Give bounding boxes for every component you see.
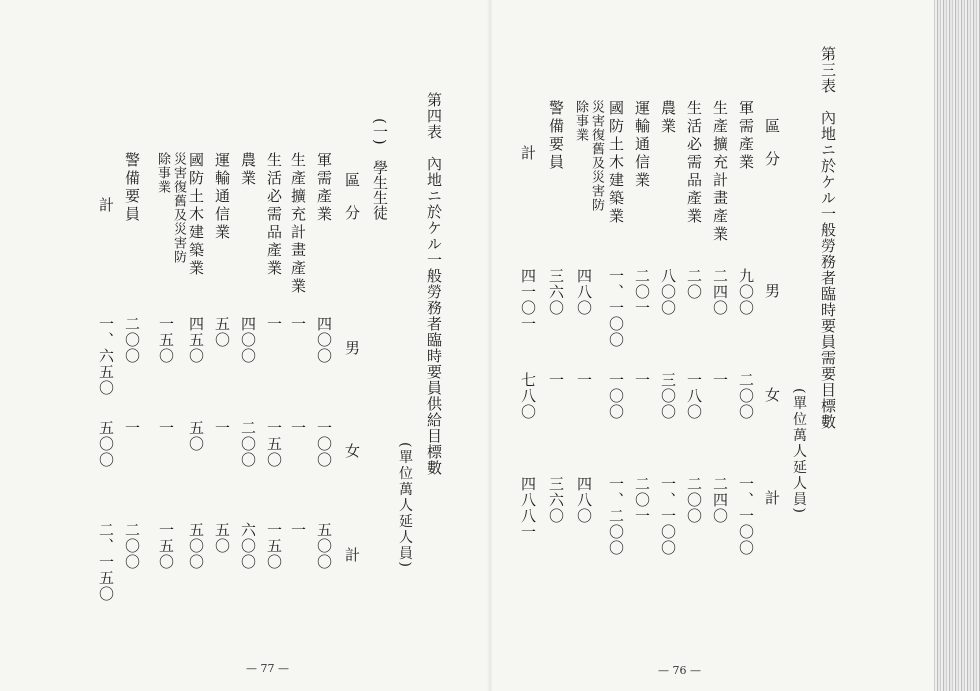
cell-total: 四八八一 — [519, 476, 537, 540]
cell-total: 二〇〇 — [685, 476, 703, 524]
row-label: 生活必需品產業 — [265, 152, 283, 278]
cell-female: 一〇〇 — [607, 372, 625, 420]
cell-male: 四一〇一 — [519, 268, 537, 332]
cell-total: 五〇〇 — [315, 522, 333, 570]
cell-male: 一 — [289, 316, 307, 332]
row-label: 農業 — [239, 152, 257, 188]
cell-female: 一 — [633, 372, 651, 388]
row-label: 計 — [519, 145, 537, 163]
cell-total: 一、一〇〇 — [659, 476, 677, 556]
row-label: 運輸通信業 — [213, 152, 231, 242]
cell-male: 五〇 — [213, 316, 231, 348]
cell-total: 二〇〇 — [123, 522, 141, 570]
right-page-number: — 76 — — [658, 664, 701, 677]
row-label: 農業 — [659, 100, 677, 136]
left-page-number: — 77 — — [246, 662, 289, 675]
cell-male: 一五〇 — [157, 316, 175, 364]
cell-total: 四八〇 — [575, 476, 593, 524]
cell-male: 九〇〇 — [737, 268, 755, 316]
table3-header-total: 計 — [763, 490, 781, 505]
table4-header-female: 女 — [343, 443, 361, 458]
row-label: 生活必需品產業 — [685, 100, 703, 226]
row-label: 軍需產業 — [315, 152, 333, 224]
right-page — [490, 0, 980, 691]
cell-male: 二〇〇 — [123, 316, 141, 364]
cell-total: 三六〇 — [547, 476, 565, 524]
cell-total: 一、一〇〇 — [737, 476, 755, 556]
cell-total: 一五〇 — [265, 522, 283, 570]
table4-header-total: 計 — [343, 547, 361, 562]
table3-header-female: 女 — [763, 387, 781, 402]
cell-female: 一 — [547, 372, 565, 388]
cell-female: 一 — [213, 420, 231, 436]
row-label: 國防土木建築業 — [187, 152, 205, 278]
row-label: 運輸通信業 — [633, 100, 651, 190]
cell-female: 二〇〇 — [737, 372, 755, 420]
table3-header-male: 男 — [763, 283, 781, 298]
cell-male: 四八〇 — [575, 268, 593, 316]
table3-unit: (單位萬人延人員) — [791, 388, 807, 515]
cell-total: 五〇〇 — [187, 522, 205, 570]
cell-male: 一、六五〇 — [97, 316, 115, 396]
row-label: 災害復舊及災害防除事業 — [573, 100, 604, 212]
cell-male: 三六〇 — [547, 268, 565, 316]
cell-female: 一〇〇 — [315, 420, 333, 468]
cell-female: 二〇〇 — [239, 420, 257, 468]
cell-female: 一 — [289, 420, 307, 436]
cell-male: 八〇〇 — [659, 268, 677, 316]
table4-header-male: 男 — [343, 340, 361, 355]
cell-female: 五〇〇 — [97, 420, 115, 468]
cell-male: 一 — [265, 316, 283, 332]
cell-male: 二〇一 — [633, 268, 651, 316]
row-label: 災害復舊及災害防除事業 — [155, 152, 186, 264]
cell-total: 一 — [289, 522, 307, 538]
cell-female: 一五〇 — [265, 420, 283, 468]
table4-unit: (單位萬人延人員) — [397, 442, 413, 569]
cell-female: 一 — [711, 372, 729, 388]
cell-male: 二四〇 — [711, 268, 729, 316]
cell-female: 一 — [157, 420, 175, 436]
cell-total: 五〇 — [213, 522, 231, 554]
row-label: 國防土木建築業 — [607, 100, 625, 226]
cell-total: 六〇〇 — [239, 522, 257, 570]
cell-female: 五〇 — [187, 420, 205, 452]
cell-male: 一、一〇〇 — [607, 268, 625, 348]
cell-female: 一 — [123, 420, 141, 436]
cell-total: 二〇一 — [633, 476, 651, 524]
cell-male: 四五〇 — [187, 316, 205, 364]
cell-total: 一五〇 — [157, 522, 175, 570]
table4-header-category: 區分 — [343, 172, 361, 238]
table3-title: 第三表 內地ニ於ケル一般勞務者臨時要員需要目標數 — [819, 46, 837, 430]
cell-male: 二〇 — [685, 268, 703, 300]
cell-total: 二四〇 — [711, 476, 729, 524]
cell-female: 七八〇 — [519, 372, 537, 420]
cell-total: 一、二〇〇 — [607, 476, 625, 556]
cell-female: 一八〇 — [685, 372, 703, 420]
row-label: 生產擴充計畫產業 — [289, 152, 307, 296]
cell-female: 三〇〇 — [659, 372, 677, 420]
row-label: 軍需產業 — [737, 100, 755, 172]
table4-title: 第四表 內地ニ於ケル一般勞務者臨時要員供給目標數 — [425, 92, 443, 476]
row-label: 計 — [97, 197, 115, 215]
row-label: 警備要員 — [547, 100, 565, 172]
cell-male: 四〇〇 — [239, 316, 257, 364]
row-label: 生產擴充計畫產業 — [711, 100, 729, 244]
table4-section: (一) 學生生徒 — [371, 118, 389, 220]
cell-male: 四〇〇 — [315, 316, 333, 364]
cell-female: 一 — [575, 372, 593, 388]
row-label: 警備要員 — [123, 152, 141, 224]
table3-header-category: 區分 — [763, 118, 781, 184]
cell-total: 二、一五〇 — [97, 522, 115, 602]
